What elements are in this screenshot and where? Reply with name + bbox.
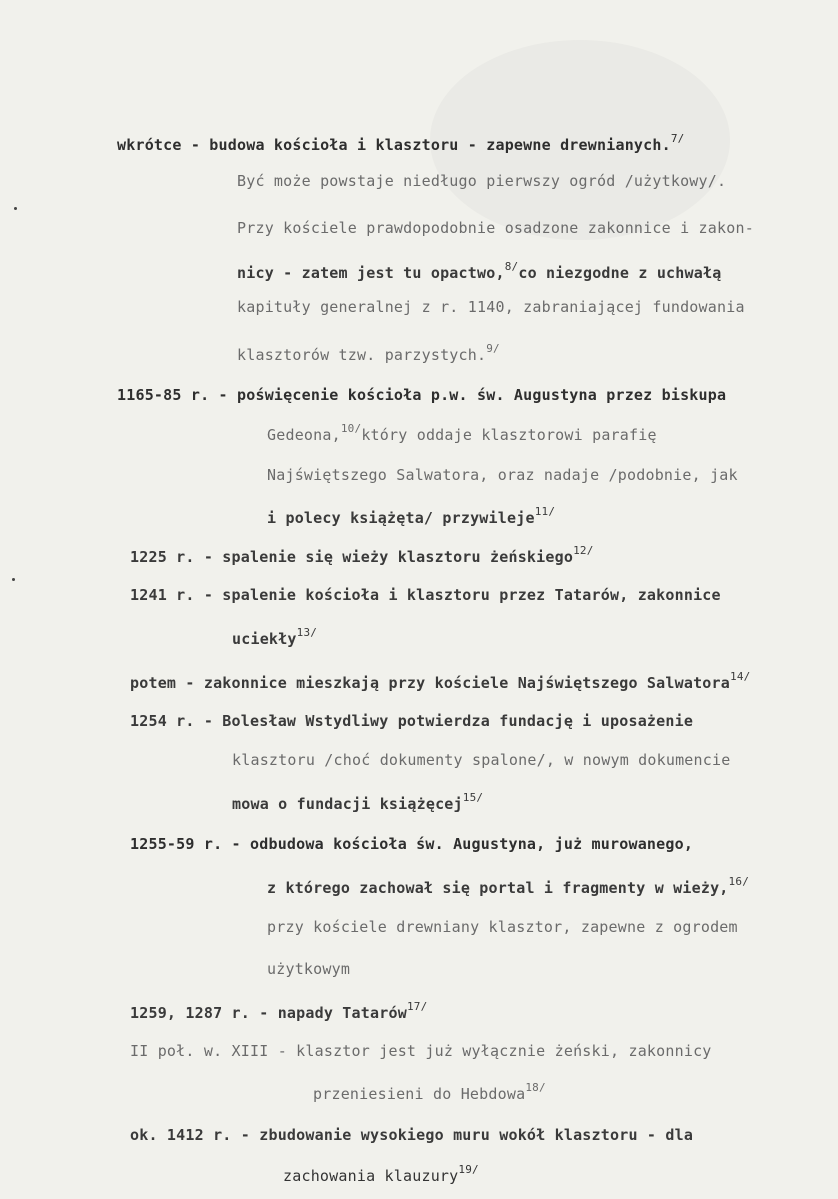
paper-speck <box>14 207 17 210</box>
text-line: Być może powstaje niedługo pierwszy ogród /użytkowy/. <box>237 172 727 190</box>
text-line: 1254 r. - Bolesław Wstydliwy potwierdza fundację i uposażenie <box>130 712 694 730</box>
text-line: mowa o fundacji książęcej$^{15/}$ <box>232 791 484 813</box>
text-line: 1165-85 r. - poświęcenie kościoła p.w. św. Augustyna przez biskupa <box>117 386 727 404</box>
text-line: nicy - zatem jest tu opactwo,$^{8/}$co niezgodne z uchwałą <box>237 260 722 282</box>
text-line: uciekły$^{13/}$ <box>232 626 318 648</box>
text-line: użytkowym <box>267 960 351 978</box>
text-line: 1225 r. - spalenie się wieży klasztoru żeńskiego$^{12/}$ <box>130 544 594 566</box>
text-line: klasztoru /choć dokumenty spalone/, w nowym dokumencie <box>232 751 731 769</box>
text-line: Najświętszego Salwatora, oraz nadaje /podobnie, jak <box>267 466 738 484</box>
text-line: Przy kościele prawdopodobnie osadzone zakonnice i zakon- <box>237 219 754 237</box>
text-line: zachowania klauzury$^{19/}$ <box>283 1163 479 1185</box>
text-line: z którego zachował się portal i fragmenty w wieży,$^{16/}$ <box>267 875 750 897</box>
paper-speck <box>12 578 15 581</box>
text-line: 1259, 1287 r. - napady Tatarów$^{17/}$ <box>130 1000 428 1022</box>
text-line: klasztorów tzw. parzystych.$^{9/}$ <box>237 342 500 364</box>
text-line: przy kościele drewniany klasztor, zapewne z ogrodem <box>267 918 738 936</box>
text-line: II poł. w. XIII - klasztor jest już wyłącznie żeński, zakonnicy <box>130 1042 712 1060</box>
text-line: Gedeona,$^{10/}$który oddaje klasztorowi parafię <box>267 422 657 444</box>
text-line: ok. 1412 r. - zbudowanie wysokiego muru wokół klasztoru - dla <box>130 1126 694 1144</box>
text-line: wkrótce - budowa kościoła i klasztoru - zapewne drewnianych.$^{7/}$ <box>117 132 685 154</box>
text-line: 1255-59 r. - odbudowa kościoła św. Augustyna, już murowanego, <box>130 835 694 853</box>
text-line: przeniesieni do Hebdowa$^{18/}$ <box>313 1081 546 1103</box>
text-line: potem - zakonnice mieszkają przy kościele Najświętszego Salwatora$^{14/}$ <box>130 670 751 692</box>
text-line: kapituły generalnej z r. 1140, zabraniającej fundowania <box>237 298 745 316</box>
text-line: 1241 r. - spalenie kościoła i klasztoru przez Tatarów, zakonnice <box>130 586 721 604</box>
text-line: i polecy książęta/ przywileje$^{11/}$ <box>267 505 556 527</box>
